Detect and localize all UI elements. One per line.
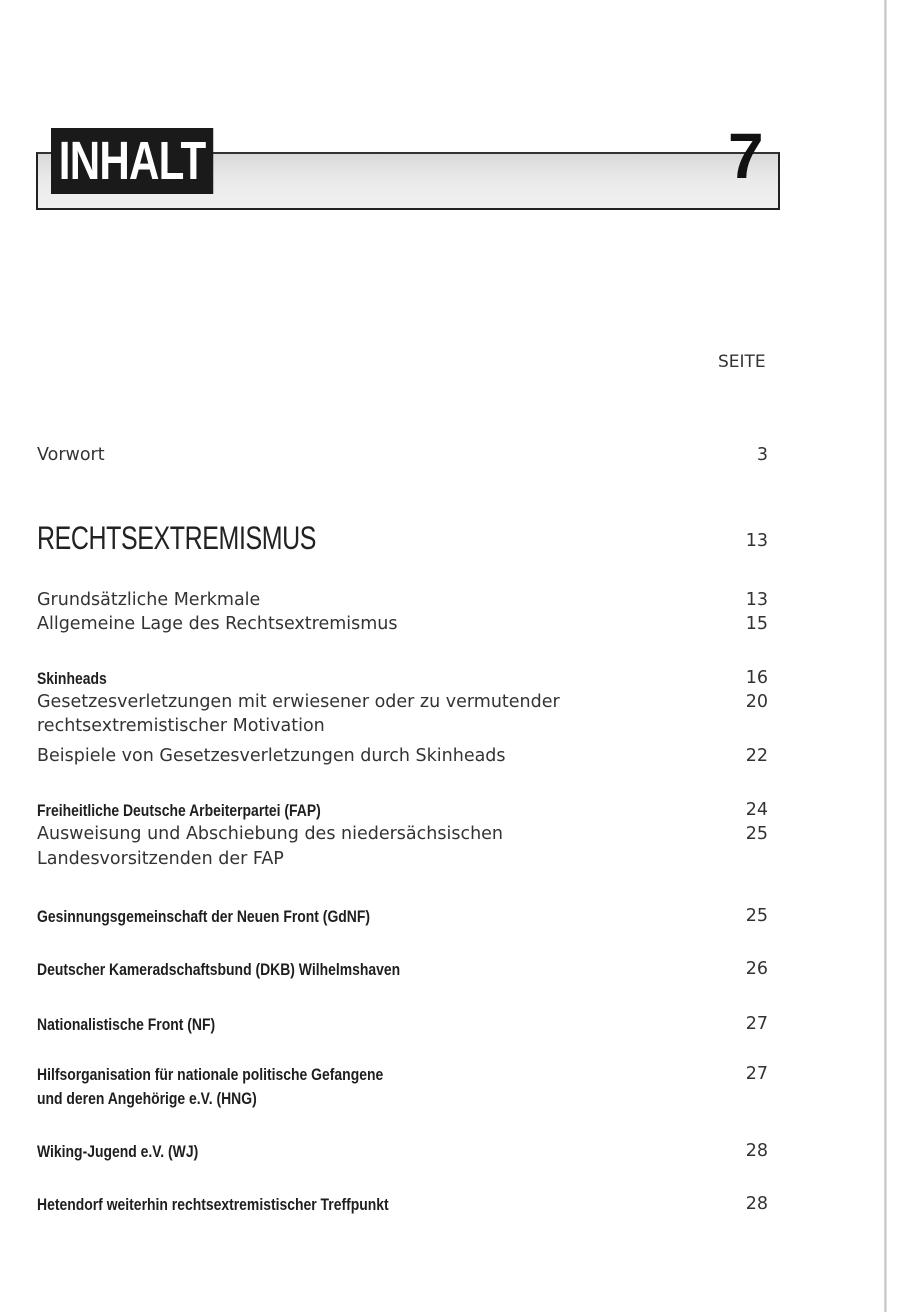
- toc-entry-hetendorf: [37, 1193, 770, 1216]
- toc-entry-text: Gesetzesverletzungen mit erwiesener oder zu vermutender: [37, 692, 560, 712]
- toc-entry-page: 27: [745, 1064, 768, 1084]
- section-page: 13: [745, 531, 768, 551]
- toc-entry-text: Landesvorsitzenden der FAP: [37, 849, 284, 869]
- toc-entry-page: 28: [745, 1194, 768, 1214]
- toc-entry: [37, 589, 770, 612]
- toc-entry-continued: [37, 715, 770, 738]
- toc-entry-page: 28: [745, 1141, 768, 1161]
- toc-entry-text: Wiking-Jugend e.V. (WJ): [37, 1142, 199, 1161]
- chapter-number: 7: [728, 120, 764, 192]
- toc-entry-fap: [37, 799, 770, 822]
- page-column-label: SEITE: [718, 352, 766, 372]
- toc-entry: [37, 613, 770, 636]
- toc-entry-text: Beispiele von Gesetzesverletzungen durch Skinheads: [37, 746, 506, 766]
- page-title: INHALT: [51, 128, 213, 194]
- toc-entry-text: Hetendorf weiterhin rechtsextremistischer Treffpunkt: [37, 1195, 389, 1214]
- toc-entry-continued: [37, 1087, 770, 1110]
- toc-entry-page: 25: [745, 906, 768, 926]
- toc-entry-text: Vorwort: [37, 445, 105, 465]
- toc-entry-continued: [37, 848, 770, 871]
- toc-entry-page: 20: [745, 692, 768, 712]
- toc-entry-page: 26: [745, 959, 768, 979]
- toc-entry: [37, 691, 770, 714]
- toc-entry-vorwort: [37, 444, 770, 467]
- toc-entry-nf: [37, 1013, 770, 1036]
- toc-entry-text: rechtsextremistischer Motivation: [37, 716, 325, 736]
- toc-entry-text: Gesinnungsgemeinschaft der Neuen Front (GdNF): [37, 907, 371, 926]
- toc-entry-text: und deren Angehörige e.V. (HNG): [37, 1089, 257, 1108]
- toc-entry-page: 3: [756, 445, 768, 465]
- toc-entry-page: 24: [745, 800, 768, 820]
- toc-entry-wj: [37, 1140, 770, 1163]
- toc-entry-hng: [37, 1063, 770, 1086]
- toc-entry-text: Hilfsorganisation für nationale politische Gefangene: [37, 1065, 384, 1084]
- section-heading: RECHTSEXTREMISMUS: [37, 520, 317, 556]
- toc-entry-text: Grundsätzliche Merkmale: [37, 590, 261, 610]
- toc-entry-page: 15: [745, 614, 768, 634]
- toc-entry-text: Deutscher Kameradschaftsbund (DKB) Wilhelmshaven: [37, 960, 401, 979]
- toc-entry-skinheads: [37, 667, 770, 690]
- toc-entry-page: 25: [745, 824, 768, 844]
- toc-entry: [37, 823, 770, 846]
- toc-entry-text: Nationalistische Front (NF): [37, 1015, 216, 1034]
- toc-entry-page: 16: [745, 668, 768, 688]
- toc-entry-text: Freiheitliche Deutsche Arbeiterpartei (FAP): [37, 801, 321, 820]
- toc-entry-dkb: [37, 958, 770, 981]
- toc-entry-page: 22: [745, 746, 768, 766]
- toc-entry-text: Allgemeine Lage des Rechtsextremismus: [37, 614, 398, 634]
- toc-entry: [37, 745, 770, 768]
- page-edge: [884, 0, 887, 1312]
- toc-entry-page: 13: [745, 590, 768, 610]
- toc-entry-text: Ausweisung und Abschiebung des niedersächsischen: [37, 824, 504, 844]
- toc-entry-gdnf: [37, 905, 770, 928]
- toc-entry-text: Skinheads: [37, 669, 107, 688]
- toc-entry-page: 27: [745, 1014, 768, 1034]
